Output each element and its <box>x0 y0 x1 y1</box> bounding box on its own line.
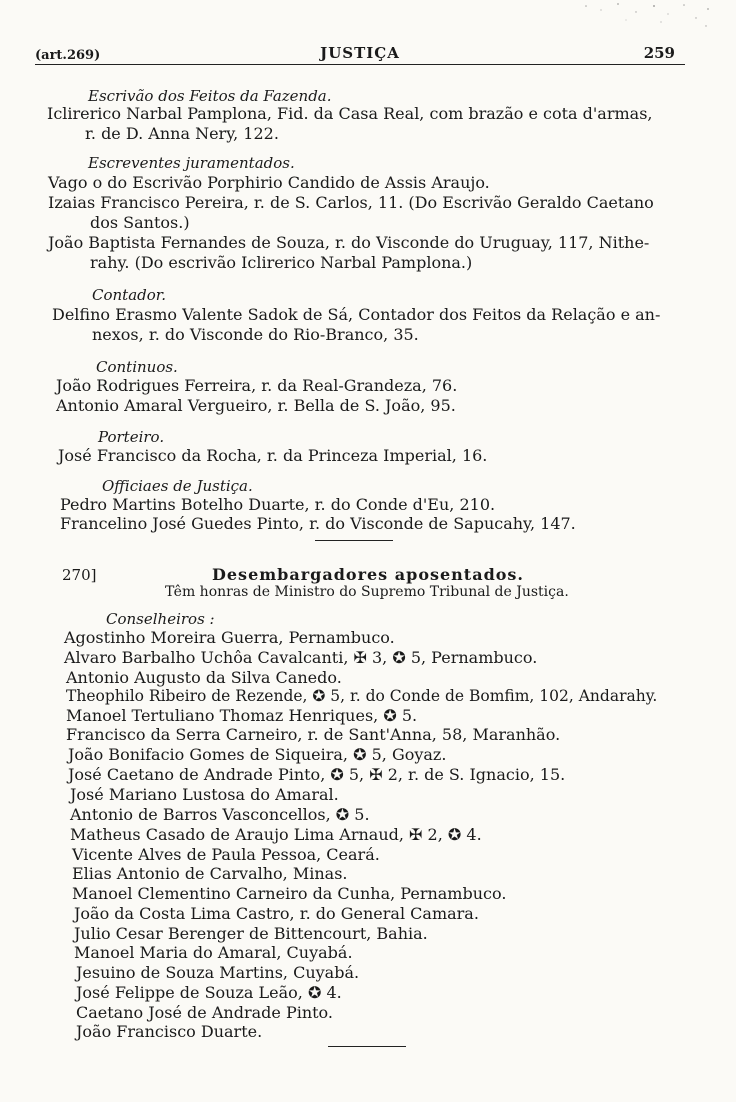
list-item: João Francisco Duarte. <box>76 1022 263 1041</box>
list-item: Caetano José de Andrade Pinto. <box>76 1003 333 1022</box>
section-heading-officiaes: Officiaes de Justiça. <box>102 477 253 495</box>
section-heading-continuos: Continuos. <box>96 358 178 376</box>
section-divider <box>328 1046 406 1047</box>
article-number: 270] <box>62 566 97 584</box>
entry-line: r. de D. Anna Nery, 122. <box>85 124 279 143</box>
section-divider <box>315 540 393 541</box>
list-item: Antonio de Barros Vasconcellos, ✪ 5. <box>70 805 370 824</box>
entry-line: Izaias Francisco Pereira, r. de S. Carlos, 11. (Do Escrivão Geraldo Caetano <box>48 193 654 212</box>
entry-line: rahy. (Do escrivão Iclirerico Narbal Pamplona.) <box>90 253 473 272</box>
section-title-desembargadores: Desembargadores aposentados. <box>212 565 524 584</box>
entry-line: Delfino Erasmo Valente Sadok de Sá, Contador dos Feitos da Relação e an- <box>52 305 661 324</box>
print-specks <box>566 0 716 30</box>
entry-line: Vago o do Escrivão Porphirio Candido de Assis Araujo. <box>48 173 490 192</box>
section-heading-conselheiros: Conselheiros : <box>106 610 215 628</box>
list-item: José Caetano de Andrade Pinto, ✪ 5, ✠ 2, r. de S. Ignacio, 15. <box>68 765 566 784</box>
list-item: Theophilo Ribeiro de Rezende, ✪ 5, r. do Conde de Bomfim, 102, Andarahy. <box>66 687 658 705</box>
entry-line: Antonio Amaral Vergueiro, r. Bella de S. João, 95. <box>56 396 456 415</box>
entry-line: dos Santos.) <box>90 213 190 232</box>
header-rule <box>35 64 685 65</box>
entry-line: Iclirerico Narbal Pamplona, Fid. da Casa Real, com brazão e cota d'armas, <box>47 104 653 123</box>
list-item: Francisco da Serra Carneiro, r. de Sant'Anna, 58, Maranhão. <box>66 725 561 744</box>
list-item: Jesuino de Souza Martins, Cuyabá. <box>76 963 360 982</box>
list-item: João Bonifacio Gomes de Siqueira, ✪ 5, Goyaz. <box>68 745 447 764</box>
section-subtitle: Têm honras de Ministro do Supremo Tribunal de Justiça. <box>165 584 569 600</box>
entry-line: João Rodrigues Ferreira, r. da Real-Grandeza, 76. <box>56 376 458 395</box>
list-item: José Mariano Lustosa do Amaral. <box>70 785 339 804</box>
list-item: Manoel Tertuliano Thomaz Henriques, ✪ 5. <box>66 706 418 725</box>
list-item: José Felippe de Souza Leão, ✪ 4. <box>76 983 342 1002</box>
article-ref: (art.269) <box>35 48 101 63</box>
list-item: João da Costa Lima Castro, r. do General Camara. <box>74 904 479 923</box>
entry-line: Pedro Martins Botelho Duarte, r. do Conde d'Eu, 210. <box>60 495 496 514</box>
entry-line: nexos, r. do Visconde do Rio-Branco, 35. <box>92 325 419 344</box>
section-heading-escrivao: Escrivão dos Feitos da Fazenda. <box>88 87 332 105</box>
list-item: Manoel Clementino Carneiro da Cunha, Pernambuco. <box>72 884 507 903</box>
entry-line: João Baptista Fernandes de Souza, r. do Visconde do Uruguay, 117, Nithe- <box>48 233 650 252</box>
entry-line: Francelino José Guedes Pinto, r. do Visconde de Sapucahy, 147. <box>60 514 576 533</box>
list-item: Agostinho Moreira Guerra, Pernambuco. <box>64 628 395 647</box>
list-item: Alvaro Barbalho Uchôa Cavalcanti, ✠ 3, ✪ 5, Pernambuco. <box>64 648 538 667</box>
entry-line: José Francisco da Rocha, r. da Princeza Imperial, 16. <box>58 446 488 465</box>
page-title: JUSTIÇA <box>320 44 400 62</box>
list-item: Julio Cesar Berenger de Bittencourt, Bahia. <box>74 924 428 943</box>
list-item: Antonio Augusto da Silva Canedo. <box>66 668 342 687</box>
section-heading-porteiro: Porteiro. <box>98 428 165 446</box>
section-heading-contador: Contador. <box>92 286 167 304</box>
list-item: Manoel Maria do Amaral, Cuyabá. <box>74 943 353 962</box>
page-number: 259 <box>643 44 675 62</box>
section-heading-escreventes: Escreventes juramentados. <box>88 154 295 172</box>
list-item: Matheus Casado de Araujo Lima Arnaud, ✠ 2, ✪ 4. <box>70 825 482 844</box>
list-item: Vicente Alves de Paula Pessoa, Ceará. <box>72 845 380 864</box>
running-header <box>35 40 685 66</box>
list-item: Elias Antonio de Carvalho, Minas. <box>72 864 348 883</box>
